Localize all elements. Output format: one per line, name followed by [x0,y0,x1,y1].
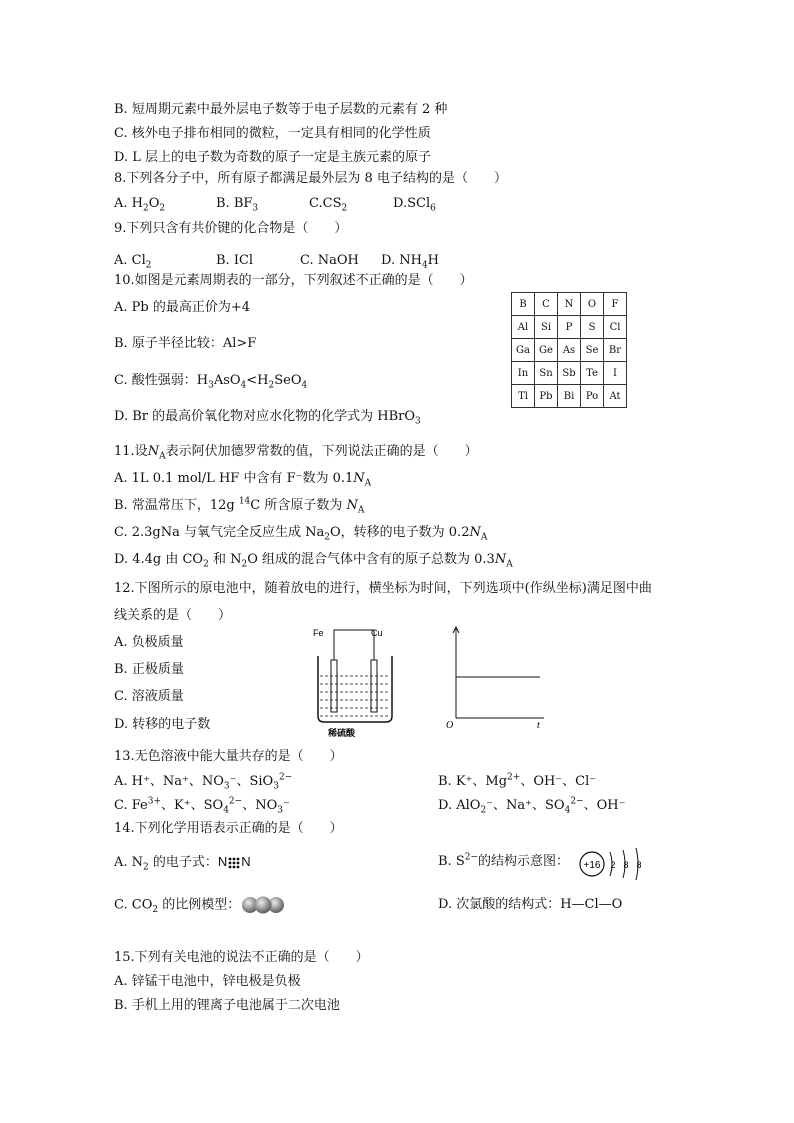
element-cell: Br [604,339,627,362]
q12-option-c: C. 溶液质量 [114,689,184,704]
time-graph [440,624,550,730]
q10-option-b: B. 原子半径比较：Al>F [114,336,257,351]
q12-option-b: B. 正极质量 [114,662,184,677]
q15-option-b: B. 手机上用的锂离子电池属于二次电池 [114,998,340,1013]
q10-option-a: A. Pb 的最高正价为+4 [114,300,251,315]
periodic-row [512,316,627,339]
element-cell: O [581,293,604,316]
q14-option-a: A. $N_2$ 的电子式：N N [114,854,251,873]
electron-dots-icon [227,857,241,869]
element-cell: Tl [512,385,535,408]
element-cell: Pb [535,385,558,408]
q9-stem: 9.下列只含有共价键的化合物是（ ） [114,221,348,236]
element-cell: Si [535,316,558,339]
origin-label: O [446,720,454,730]
q10-option-c: C. 酸性强弱：$H_3AsO_4<H_2SeO_4$ [114,373,308,391]
q12-option-d: D. 转移的电子数 [114,717,211,732]
element-cell: P [558,316,581,339]
q12-stem: 12.下图所示的原电池中，随着放电的进行，横坐标为时间，下列选项中(作纵坐标)满足图中曲 [114,581,652,596]
q13-option-a: A. H⁺、Na⁺、$NO_3^-$、SiO$_3^{2-}$ [114,772,293,792]
cu-label: Cu [371,628,383,638]
svg-text:8: 8 [623,860,629,870]
q10-stem: 10.如图是元素周期表的一部分，下列叙述不正确的是（ ） [114,273,473,288]
q12-stem-cont: 线关系的是（ ） [114,608,232,623]
element-cell: Se [581,339,604,362]
element-cell: B [512,293,535,316]
q8-stem: 8.下列各分子中，所有原子都满足最外层为 8 电子结构的是（ ） [114,171,507,186]
element-cell: As [558,339,581,362]
q14-stem: 14.下列化学用语表示正确的是（ ） [114,821,343,836]
q10-option-d: D. Br 的最高价氧化物对应水化物的化学式为 HBrO$_3$ [114,409,421,427]
q7-option-b: B. 短周期元素中最外层电子数等于电子层数的元素有 2 种 [114,102,448,117]
q13-option-c: C. $Fe^{3+}$、K⁺、$SO_4^{2-}$、$NO_3^-$ [114,796,290,816]
q14-option-c: C. $CO_2$ 的比例模型： [114,896,286,915]
q11-option-a: A. 1L 0.1 mol/L HF 中含有 F⁻数为 $0.1N_A$ [114,471,372,489]
periodic-table [511,292,627,408]
q13-option-d: D. AlO$_2$⁻、Na⁺、$SO_4^{2-}$、OH⁻ [438,796,626,816]
co2-model-icon [240,896,286,914]
q13-option-b: B. K⁺、$Mg^{2+}$、OH⁻、Cl⁻ [438,772,597,789]
element-cell: Bi [558,385,581,408]
element-cell: I [604,362,627,385]
q7-option-c: C. 核外电子排布相同的微粒，一定具有相同的化学性质 [114,126,431,141]
element-cell: Ga [512,339,535,362]
q11-stem: 11.设$N_A$表示阿伏加德罗常数的值，下列说法正确的是（ ） [114,444,478,462]
element-cell: Po [581,385,604,408]
element-cell: N [558,293,581,316]
element-cell: Cl [604,316,627,339]
q11-option-d: D. 4.4g 由 $CO_2$ 和 $N_2O$ 组成的混合气体中含有的原子总数为 $0.3N_A$ [114,552,513,570]
element-cell: In [512,362,535,385]
element-cell: F [604,293,627,316]
t-axis-label: t [537,720,540,730]
q11-option-b: B. 常温常压下，12g $^{14}$C 所含原子数为 $N_A$ [114,496,365,516]
q13-stem: 13.无色溶液中能大量共存的是（ ） [114,749,343,764]
q15-stem: 15.下列有关电池的说法不正确的是（ ） [114,950,369,965]
sulfide-structure-diagram [578,844,648,884]
q14-option-b: B. $S^{2-}$的结构示意图： [438,852,570,869]
fe-label: Fe [313,628,324,638]
svg-text:2: 2 [610,860,616,870]
element-cell: Al [512,316,535,339]
q12-option-a: A. 负极质量 [114,635,184,650]
periodic-row [512,385,627,408]
element-cell: Te [581,362,604,385]
galvanic-cell-diagram [310,624,402,740]
q7-option-d: D. L 层上的电子数为奇数的原子一定是主族元素的原子 [114,150,431,165]
element-cell: At [604,385,627,408]
q15-option-a: A. 锌锰干电池中，锌电极是负极 [114,974,301,989]
periodic-row [512,339,627,362]
solution-label: 稀硫酸 [328,729,356,739]
svg-text:+16: +16 [583,860,601,871]
element-cell: C [535,293,558,316]
element-cell: Sb [558,362,581,385]
element-cell: Sn [535,362,558,385]
svg-text:8: 8 [636,860,642,870]
q8-options: A. $H_2O_2$ B. $BF_3$ $C.CS_2$ D.SCl$_6$ [114,196,436,214]
periodic-row [512,362,627,385]
q9-options: A. $Cl_2$ B. ICl C. NaOH D. $NH_4H$ [114,253,440,271]
element-cell: S [581,316,604,339]
q14-option-d: D. 次氯酸的结构式：H—Cl—O [438,897,623,912]
q11-option-c: C. 2.3gNa 与氧气完全反应生成 $Na_2O$，转移的电子数为 $0.2N_A$ [114,525,488,543]
periodic-row [512,293,627,316]
element-cell: Ge [535,339,558,362]
